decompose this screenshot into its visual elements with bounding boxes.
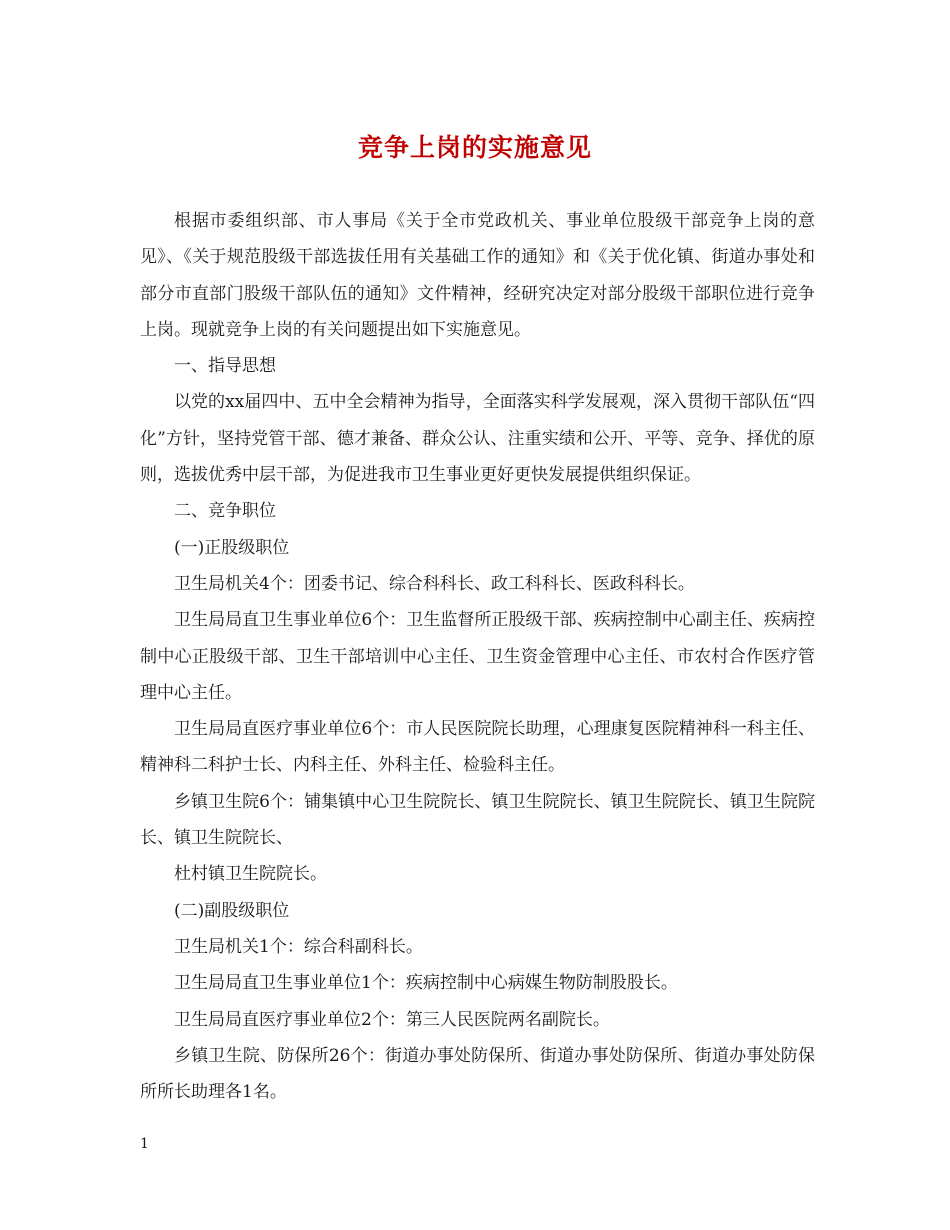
heading-guiding-ideology: 一、指导思想 [174, 356, 276, 377]
document-body [140, 203, 815, 1110]
subheading-deputy-positions: (二)副股级职位 [174, 900, 290, 921]
paragraph-deputy-bureau-office: 卫生局机关1个：综合科副科长。 [174, 936, 423, 957]
paragraph-health-units: 卫生局局直卫生事业单位6个：卫生监督所正股级干部、疾病控制中心副主任、疾病控制中心正股级干部、卫生干部培训中心主任、卫生资金管理中心主任、市农村合作医疗管理中心主任。 [140, 610, 815, 703]
subheading-senior-positions: (一)正股级职位 [174, 537, 290, 558]
paragraph-deputy-health-units: 卫生局局直卫生事业单位1个：疾病控制中心病媒生物防制股股长。 [174, 973, 678, 994]
heading-competition-positions: 二、竞争职位 [174, 501, 276, 522]
document-title: 竞争上岗的实施意见 [357, 133, 592, 162]
page-number: 1 [140, 1136, 149, 1152]
paragraph-deputy-township: 乡镇卫生院、防保所26个：街道办事处防保所、街道办事处防保所、街道办事处防保所所长助理各1名。 [140, 1045, 815, 1103]
paragraph-township-hospitals: 乡镇卫生院6个：铺集镇中心卫生院院长、镇卫生院院长、镇卫生院院长、镇卫生院院长、镇卫生院院长、 [140, 791, 815, 849]
paragraph-bureau-office: 卫生局机关4个：团委书记、综合科科长、政工科科长、医政科科长。 [174, 573, 695, 594]
paragraph-intro: 根据市委组织部、市人事局《关于全市党政机关、事业单位股级干部竞争上岗的意见》、《关于规范股级干部选拔任用有关基础工作的通知》和《关于优化镇、街道办事处和部分市直部门股级干部队伍的通知》文件精神，经研究决定对部分股级干部职位进行竞争上岗。现就竞争上岗的有关问题提出如下实施意见。 [140, 211, 815, 340]
paragraph-guiding-ideology: 以党的xx届四中、五中全会精神为指导，全面落实科学发展观，深入贯彻干部队伍“四化”方针，坚持党管干部、德才兼备、群众公认、注重实绩和公开、平等、竞争、择优的原则，选拔优秀中层干部，为促进我市卫生事业更好更快发展提供组织保证。 [140, 392, 815, 486]
paragraph-deputy-medical-units: 卫生局局直医疗事业单位2个：第三人民医院两名副院长。 [174, 1009, 610, 1030]
paragraph-medical-units: 卫生局局直医疗事业单位6个：市人民医院院长助理，心理康复医院精神科一科主任、精神科二科护士长、内科主任、外科主任、检验科主任。 [140, 719, 815, 776]
paragraph-ducun-hospital: 杜村镇卫生院院长。 [174, 864, 327, 885]
